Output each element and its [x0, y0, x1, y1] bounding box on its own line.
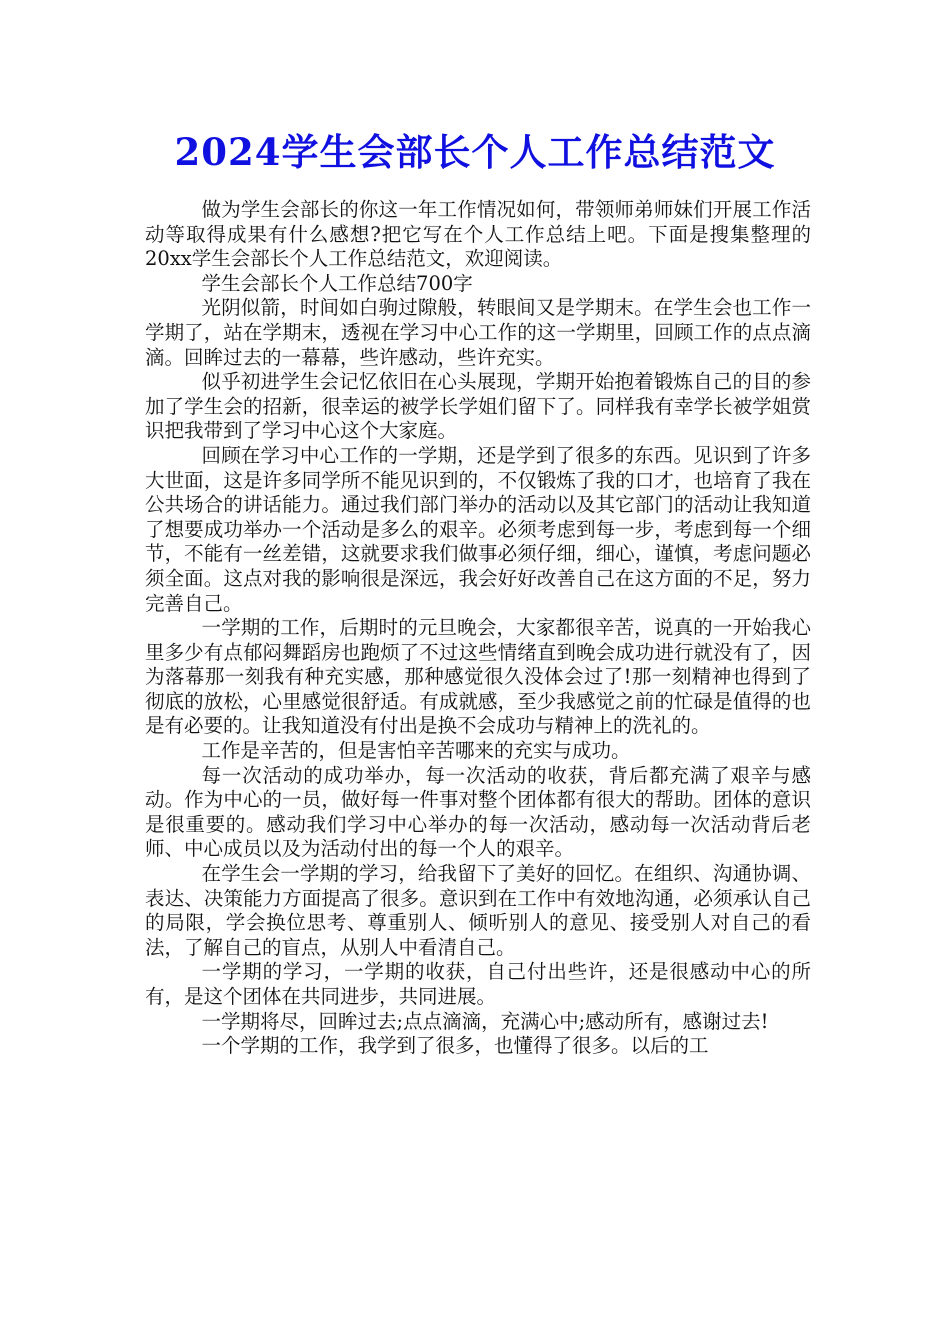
paragraph: 回顾在学习中心工作的一学期，还是学到了很多的东西。见识到了许多大世面，这是许多同学所不能见识到的，不仅锻炼了我的口才，也培育了我在公共场合的讲话能力。通过我们部门举办的活动以及其它部门的活动让我知道了想要成功举办一个活动是多么的艰辛。必须考虑到每一步，考虑到每一个细节，不能有一丝差错，这就要求我们做事必须仔细，细心，谨慎，考虑问题必须全面。这点对我的影响很是深远，我会好好改善自己在这方面的不足，努力完善自己。	[145, 443, 811, 615]
document-title: 2024学生会部长个人工作总结范文	[174, 130, 776, 174]
paragraph: 光阴似箭，时间如白驹过隙般，转眼间又是学期末。在学生会也工作一学期了，站在学期末，透视在学习中心工作的这一学期里，回顾工作的点点滴滴。回眸过去的一幕幕，些许感动，些许充实。	[145, 296, 811, 369]
document-body	[145, 198, 811, 1059]
paragraph: 一学期的工作，后期时的元旦晚会，大家都很辛苦，说真的一开始我心里多少有点郁闷舞蹈房也跑烦了不过这些情绪直到晚会成功进行就没有了，因为落幕那一刻我有种充实感，那种感觉很久没体会过了!那一刻精神也得到了彻底的放松，心里感觉很舒适。有成就感，至少我感觉之前的忙碌是值得的也是有必要的。让我知道没有付出是换不会成功与精神上的洗礼的。	[145, 616, 811, 738]
paragraph: 每一次活动的成功举办，每一次活动的收获，背后都充满了艰辛与感动。作为中心的一员，做好每一件事对整个团体都有很大的帮助。团体的意识是很重要的。感动我们学习中心举办的每一次活动，感动每一次活动背后老师、中心成员以及为活动付出的每一个人的艰辛。	[145, 763, 811, 861]
subheading: 学生会部长个人工作总结700字	[201, 271, 473, 295]
paragraph: 似乎初进学生会记忆依旧在心头展现，学期开始抱着锻炼自己的目的参加了学生会的招新，很幸运的被学长学姐们留下了。同样我有幸学长被学姐赏识把我带到了学习中心这个大家庭。	[145, 370, 811, 443]
paragraph: 一个学期的工作，我学到了很多，也懂得了很多。以后的工	[201, 1034, 709, 1058]
paragraph: 一学期将尽，回眸过去;点点滴滴，充满心中;感动所有，感谢过去!	[201, 1009, 769, 1033]
paragraph: 在学生会一学期的学习，给我留下了美好的回忆。在组织、沟通协调、表达、决策能力方面提高了很多。意识到在工作中有效地沟通，必须承认自己的局限，学会换位思考、尊重别人、倾听别人的意见、接受别人对自己的看法，了解自己的盲点，从别人中看清自己。	[145, 862, 811, 959]
paragraph: 工作是辛苦的，但是害怕辛苦哪来的充实与成功。	[201, 739, 631, 763]
paragraph: 做为学生会部长的你这一年工作情况如何，带领师弟师妹们开展工作活动等取得成果有什么感想?把它写在个人工作总结上吧。下面是搜集整理的20xx学生会部长个人工作总结范文，欢迎阅读。	[145, 198, 811, 271]
paragraph: 一学期的学习，一学期的收获，自己付出些许，还是很感动中心的所有，是这个团体在共同进步，共同进展。	[145, 960, 811, 1008]
